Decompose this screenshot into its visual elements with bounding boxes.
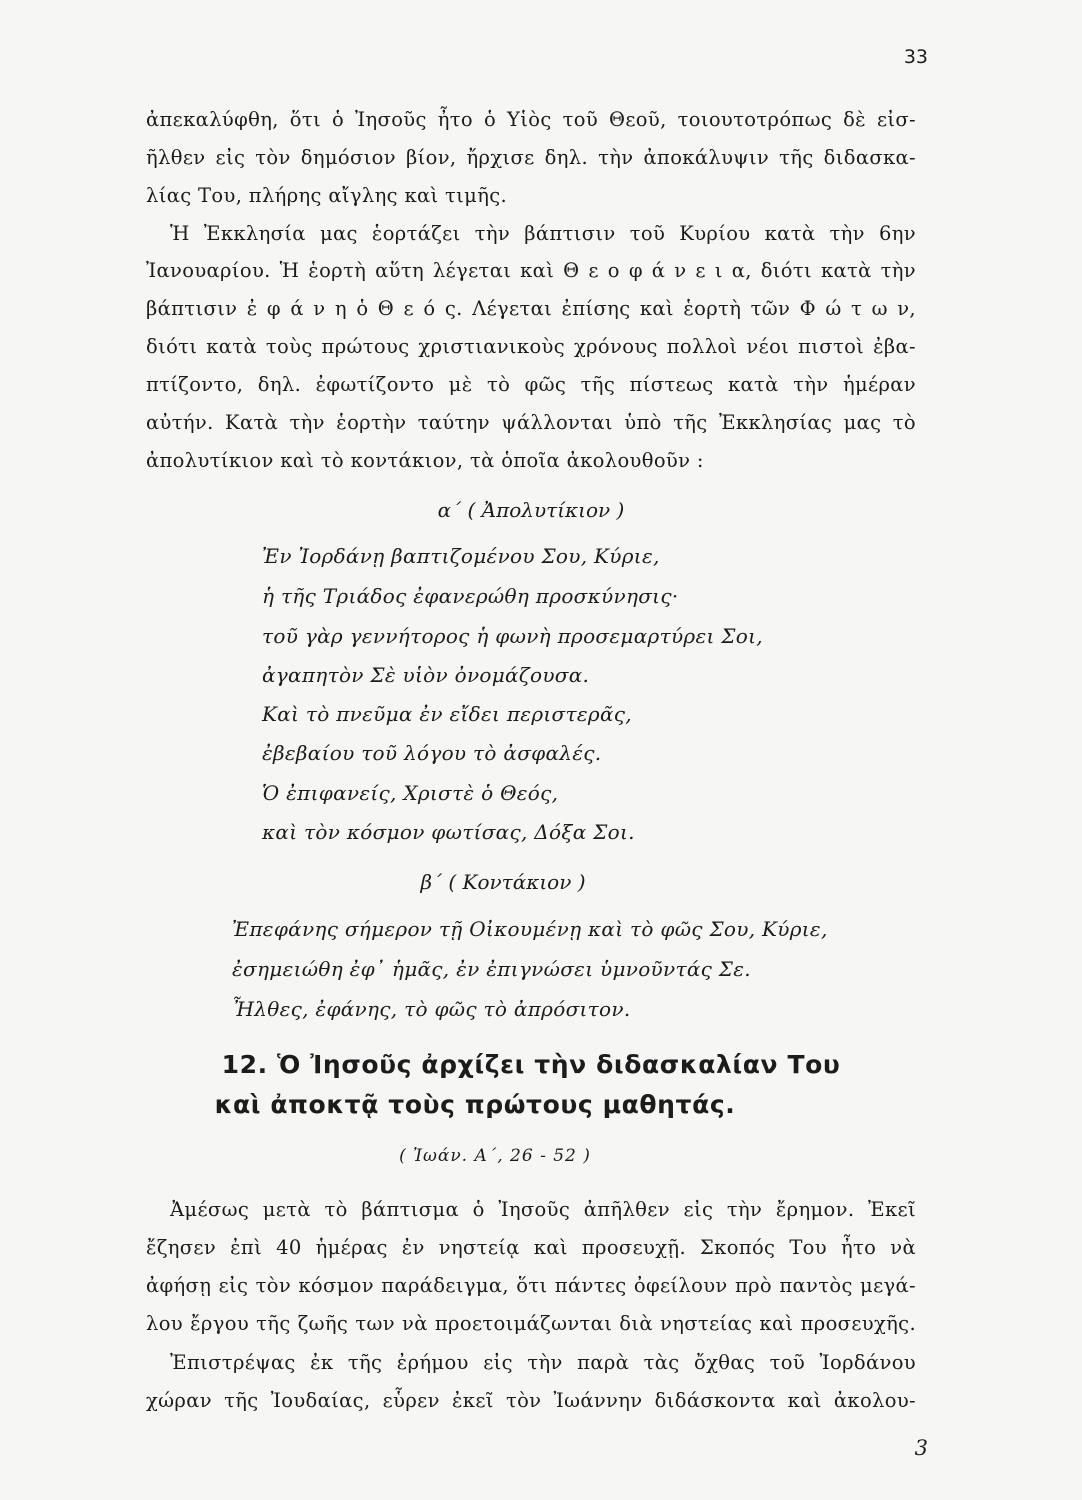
apolytikion-verse: ἐβεβαίου τοῦ λόγου τὸ ἀσφαλές. xyxy=(262,741,602,765)
kontakion-verse: ἐσημειώθη ἐφ᾽ ἡμᾶς, ἐν ἐπιγνώσει ὑμνοῦντάς Σε. xyxy=(232,957,751,981)
kontakion-verse: Ἐπεφάνης σήμερον τῇ Οἰκουμένῃ καὶ τὸ φῶς Σου, Κύριε, xyxy=(232,917,828,941)
section-heading: 12. Ὁ Ἰησοῦς ἀρχίζει τὴν διδασκαλίαν Του xyxy=(221,1050,841,1079)
intro-line: Ἰανουαρίου. Ἡ ἑορτὴ αὕτη λέγεται καὶ Θ ε ο φ ά ν ε ι α, διότι κατὰ τὴν xyxy=(146,259,916,282)
intro-line: ἀπολυτίκιον καὶ τὸ κοντάκιον, τὰ ὁποῖα ἀκολουθοῦν : xyxy=(146,449,704,472)
intro-line: πτίζοντο, δηλ. ἐφωτίζοντο μὲ τὸ φῶς τῆς πίστεως κατὰ τὴν ἡμέραν xyxy=(146,373,916,396)
section-heading: καὶ ἀποκτᾷ τοὺς πρώτους μαθητάς. xyxy=(214,1090,736,1119)
page-number: 33 xyxy=(903,46,928,68)
body-line: Ἐπιστρέψας ἐκ τῆς ἐρήμου εἰς τὴν παρὰ τὰς ὄχθας τοῦ Ἰορδάνου xyxy=(170,1351,916,1374)
intro-line: ἀπεκαλύφθη, ὅτι ὁ Ἰησοῦς ἦτο ὁ Υἱὸς τοῦ Θεοῦ, τοιουτοτρόπως δὲ εἰσ- xyxy=(146,108,916,131)
scripture-reference: ( Ἰωάν. Α΄, 26 - 52 ) xyxy=(399,1146,591,1166)
apolytikion-verse: ἀγαπητὸν Σὲ υἱὸν ὀνομάζουσα. xyxy=(262,663,590,687)
intro-line: Ἡ Ἐκκλησία μας ἑορτάζει τὴν βάπτισιν τοῦ Κυρίου κατὰ τὴν 6ην xyxy=(170,222,916,245)
body-line: ἔζησεν ἐπὶ 40 ἡμέρας ἐν νηστείᾳ καὶ προσευχῇ. Σκοπός Του ἦτο νὰ xyxy=(146,1236,916,1259)
body-line: Ἀμέσως μετὰ τὸ βάπτισμα ὁ Ἰησοῦς ἀπῆλθεν εἰς τὴν ἔρημον. Ἐκεῖ xyxy=(170,1198,916,1221)
apolytikion-title: α΄ ( Ἀπολυτίκιον ) xyxy=(437,498,625,522)
kontakion-title: β΄ ( Κοντάκιον ) xyxy=(420,870,586,894)
intro-line: διότι κατὰ τοὺς πρώτους χριστιανικοὺς χρόνους πολλοὶ νέοι πιστοὶ ἐβα- xyxy=(146,335,916,358)
intro-line: βάπτισιν ἐ φ ά ν η ὁ Θ ε ό ς. Λέγεται ἐπίσης καὶ ἑορτὴ τῶν Φ ώ τ ω ν, xyxy=(146,297,916,320)
apolytikion-verse: τοῦ γὰρ γεννήτορος ἡ φωνὴ προσεμαρτύρει Σοι, xyxy=(262,624,763,648)
body-line: χώραν τῆς Ἰουδαίας, εὗρεν ἐκεῖ τὸν Ἰωάννην διδάσκοντα καὶ ἀκολου- xyxy=(146,1389,916,1412)
kontakion-verse: Ἦλθες, ἐφάνης, τὸ φῶς τὸ ἀπρόσιτον. xyxy=(232,997,631,1021)
signature-mark: 3 xyxy=(914,1436,928,1460)
apolytikion-verse: Καὶ τὸ πνεῦμα ἐν εἴδει περιστερᾶς, xyxy=(262,702,632,726)
body-line: ἀφήσῃ εἰς τὸν κόσμον παράδειγμα, ὅτι πάντες ὀφείλουν πρὸ παντὸς μεγά- xyxy=(146,1274,916,1297)
intro-line: ῆλθεν εἰς τὸν δημόσιον βίον, ἤρχισε δηλ. τὴν ἀποκάλυψιν τῆς διδασκα- xyxy=(146,146,916,169)
intro-line: λίας Του, πλήρης αἴγλης καὶ τιμῆς. xyxy=(146,184,508,207)
apolytikion-verse: Ὁ ἐπιφανείς, Χριστὲ ὁ Θεός, xyxy=(262,781,559,805)
apolytikion-verse: ἡ τῆς Τριάδος ἐφανερώθη προσκύνησις· xyxy=(262,584,679,608)
intro-line: αὐτήν. Κατὰ τὴν ἑορτὴν ταύτην ψάλλονται ὑπὸ τῆς Ἐκκλησίας μας τὸ xyxy=(146,411,916,434)
apolytikion-verse: καὶ τὸν κόσμον φωτίσας, Δόξα Σοι. xyxy=(262,820,635,844)
body-line: λου ἔργου τῆς ζωῆς των νὰ προετοιμάζωνται διὰ νηστείας καὶ προσευχῆς. xyxy=(146,1312,916,1335)
apolytikion-verse: Ἐν Ἰορδάνῃ βαπτιζομένου Σου, Κύριε, xyxy=(262,544,660,568)
